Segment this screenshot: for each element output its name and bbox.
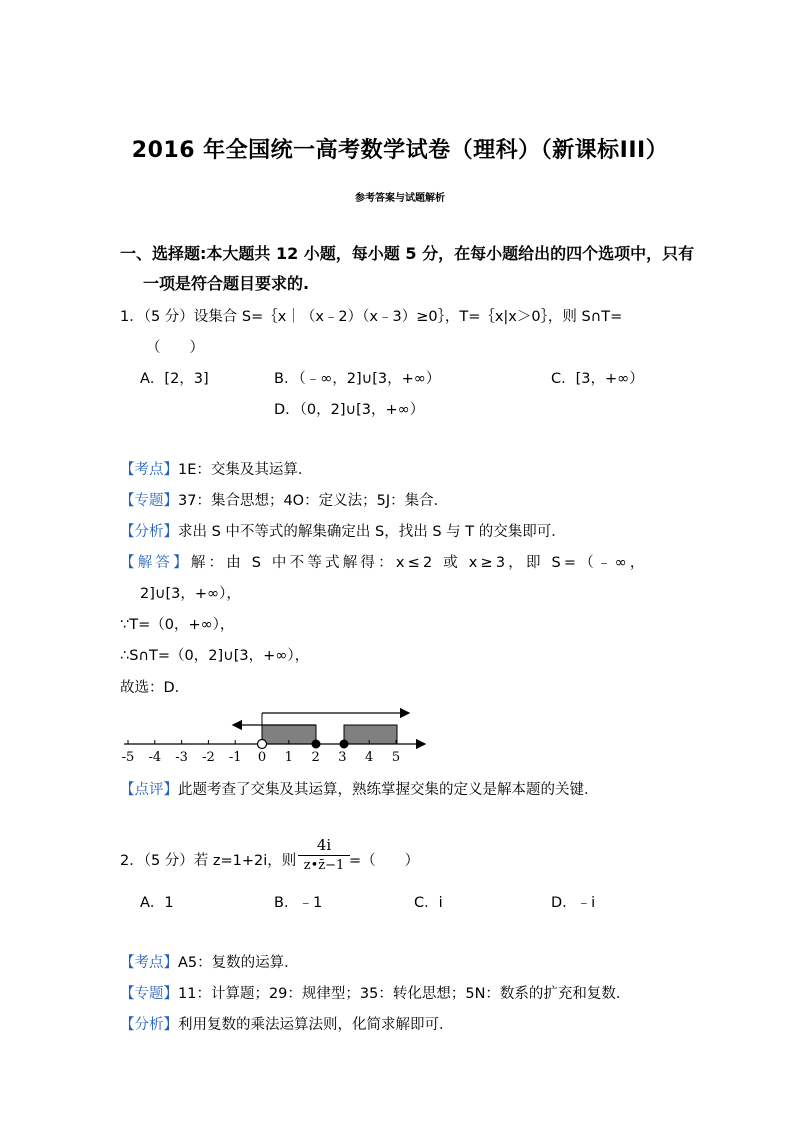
q1-option-a: A．[2，3] [140,371,209,387]
page-subtitle: 参考答案与试题解析 [355,193,445,204]
page-title: 2016 年全国统一高考数学试卷（理科）（新课标III） [131,138,669,163]
q1-stem-line1: 1．（5 分）设集合 S=｛x｜（x﹣2）（x﹣3）≥0｝，T=｛x|x＞0｝，则 S∩T= [120,309,623,325]
q1-jieda-line3: ∵T=（0，+∞）， [120,617,235,633]
q2-option-b: B．﹣1 [274,895,323,911]
zhuanti-text: 37：集合思想；4O：定义法；5J：集合． [178,493,449,509]
q2-zhuanti [120,982,630,1003]
q1-dianping [120,778,599,799]
q1-option-b: B．（﹣∞，2]∪[3，+∞） [274,371,441,387]
tick-label: 3 [338,750,347,765]
q1-jieda [120,551,648,572]
interval-3-5-shade [344,725,397,744]
tick-label: 0 [257,750,267,765]
zhuanti-tag: 【专题】 [120,493,178,509]
q2-option-d: D．﹣i [551,895,596,911]
q1-stem-line2: （ ） [146,340,204,356]
tick-label: -3 [175,750,188,765]
q1-fenxi [120,520,566,541]
q2-option-a: A．1 [140,895,174,911]
fenxi-text: 求出 S 中不等式的解集确定出 S，找出 S 与 T 的交集即可． [178,524,566,540]
tick-label: 2 [311,750,320,765]
open-endpoint-0 [258,740,267,749]
tick-label: 4 [365,750,374,765]
tick-label: 1 [284,750,293,765]
fenxi-text: 利用复数的乘法运算法则，化简求解即可． [178,1017,454,1033]
q1-jieda-line4: ∴S∩T=（0，2]∪[3，+∞）， [120,648,310,664]
fraction-denominator: z•z̄−1 [303,858,345,873]
q1-option-c: C．[3，+∞） [551,371,644,387]
q1-jieda-line2: 2]∪[3，+∞）， [140,586,241,602]
fenxi-tag: 【分析】 [120,524,178,540]
jieda-text-1: 解：由 S 中不等式解得：x≤2 或 x≥3，即 S=（﹣∞， [190,555,648,571]
q2-kaodian [120,951,299,972]
closed-endpoint-2 [312,740,321,749]
jieda-tag: 【解答】 [120,555,191,571]
fraction-bar [298,855,350,856]
tick-label: -4 [148,750,162,765]
tick-label: -5 [121,750,135,765]
number-line-figure [115,704,445,768]
tick-label: 5 [391,750,401,765]
q1-kaodian [120,458,312,479]
zhuanti-tag: 【专题】 [120,986,178,1002]
kaodian-tag: 【考点】 [120,462,178,478]
q2-stem-suffix: =（ ） [349,853,420,869]
section-heading-line1: 一、选择题:本大题共 12 小题，每小题 5 分，在每小题给出的四个选项中，只有 [120,244,695,263]
section-heading-line2: 一项是符合题目要求的. [143,274,310,293]
q2-fraction [298,836,350,874]
kaodian-text: 1E：交集及其运算． [178,462,313,478]
fraction-numerator: 4i [316,836,332,854]
closed-endpoint-3 [340,740,349,749]
tick-label: -1 [228,750,242,765]
tick-label: -2 [202,750,215,765]
zhuanti-text: 11：计算题；29：规律型；35：转化思想；5N：数系的扩充和复数． [178,986,631,1002]
kaodian-tag: 【考点】 [120,955,178,971]
q2-option-c: C．i [414,895,443,911]
fenxi-tag: 【分析】 [120,1017,178,1033]
q1-option-d: D．（0，2]∪[3，+∞） [274,402,425,418]
kaodian-text: A5：复数的运算． [178,955,299,971]
q2-fenxi [120,1013,454,1034]
q1-zhuanti [120,489,448,510]
q1-jieda-line5: 故选：D． [120,680,190,696]
q2-stem-prefix: 2．（5 分）若 z=1+2i，则 [120,853,297,869]
dianping-text: 此题考查了交集及其运算，熟练掌握交集的定义是解本题的关键． [178,782,599,798]
dianping-tag: 【点评】 [120,782,178,798]
